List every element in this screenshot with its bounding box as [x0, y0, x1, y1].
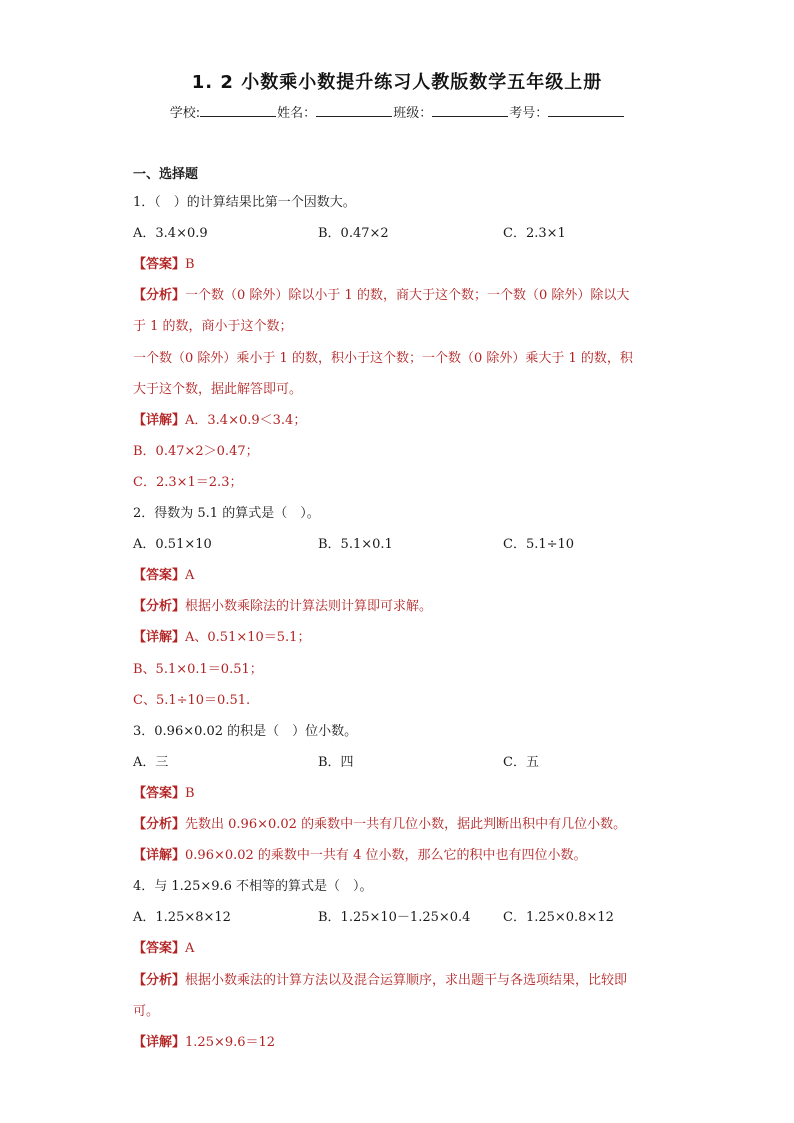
question-1-analysis-line: 一个数（0 除外）乘小于 1 的数，积小于这个数；一个数（0 除外）乘大于 1 的数，积	[133, 351, 633, 366]
school-blank[interactable]	[200, 104, 276, 117]
question-1-detail-line: C．2.3×1＝2.3；	[133, 475, 243, 490]
question-1-analysis-line: 大于这个数，据此解答即可。	[133, 382, 303, 397]
question-2-option-c: C．5.1÷10	[503, 537, 575, 552]
question-1-stem: 1．（ ）的计算结果比第一个因数大。	[133, 195, 356, 210]
question-2-analysis: 【分析】根据小数乘除法的计算法则计算即可求解。	[133, 599, 433, 614]
question-1-detail-line: B．0.47×2＞0.47；	[133, 444, 259, 459]
question-2-option-b: B．5.1×0.1	[318, 537, 393, 552]
question-3-stem: 3．0.96×0.02 的积是（ ）位小数。	[133, 724, 358, 739]
section-heading: 一、选择题	[133, 167, 199, 182]
question-4-detail: 【详解】1.25×9.6＝12	[133, 1035, 276, 1050]
question-2-option-a: A．0.51×10	[133, 537, 212, 552]
name-label: 姓名：	[277, 106, 317, 121]
question-4-option-a: A．1.25×8×12	[133, 910, 231, 925]
question-2-detail: 【详解】A、0.51×10＝5.1；	[133, 630, 311, 645]
question-4-option-b: B．1.25×10－1.25×0.4	[318, 910, 471, 925]
class-label: 班级：	[393, 106, 433, 121]
question-2-detail-line: B、5.1×0.1＝0.51；	[133, 662, 263, 677]
question-1-option-c: C．2.3×1	[503, 226, 566, 241]
school-label: 学校:	[169, 106, 201, 121]
question-3-option-c: C．五	[503, 755, 539, 770]
question-1-option-b: B．0.47×2	[318, 226, 389, 241]
question-3-detail: 【详解】0.96×0.02 的乘数中一共有 4 位小数，那么它的积中也有四位小数。	[133, 848, 587, 863]
question-3-option-a: A．三	[133, 755, 169, 770]
question-1-analysis-line: 于 1 的数，商小于这个数；	[133, 319, 293, 334]
question-4-option-c: C．1.25×0.8×12	[503, 910, 614, 925]
name-blank[interactable]	[316, 104, 392, 117]
page-title: 1. 2 小数乘小数提升练习人教版数学五年级上册	[191, 72, 603, 93]
question-1-option-a: A．3.4×0.9	[133, 226, 208, 241]
exam-no-blank[interactable]	[548, 104, 624, 117]
question-2-detail-line: C、5.1÷10＝0.51.	[133, 693, 251, 708]
question-4-analysis: 【分析】根据小数乘法的计算方法以及混合运算顺序，求出题干与各选项结果，比较即	[133, 973, 628, 988]
student-info-row	[0, 102, 794, 121]
question-3-analysis: 【分析】先数出 0.96×0.02 的乘数中一共有几位小数，据此判断出积中有几位小数。	[133, 817, 627, 832]
question-4-answer: 【答案】A	[133, 941, 195, 956]
question-3-option-b: B．四	[318, 755, 354, 770]
exam-no-label: 考号：	[509, 106, 549, 121]
question-1-detail: 【详解】A．3.4×0.9＜3.4；	[133, 413, 307, 428]
question-2-stem: 2．得数为 5.1 的算式是（ ）。	[133, 506, 320, 521]
question-2-answer: 【答案】A	[133, 568, 195, 583]
class-blank[interactable]	[432, 104, 508, 117]
question-4-analysis-line: 可。	[133, 1004, 160, 1019]
question-3-answer: 【答案】B	[133, 786, 195, 801]
question-1-analysis: 【分析】一个数（0 除外）除以小于 1 的数，商大于这个数；一个数（0 除外）除以大	[133, 288, 630, 303]
question-4-stem: 4．与 1.25×9.6 不相等的算式是（ ）。	[133, 879, 373, 894]
question-1-answer: 【答案】B	[133, 257, 195, 272]
